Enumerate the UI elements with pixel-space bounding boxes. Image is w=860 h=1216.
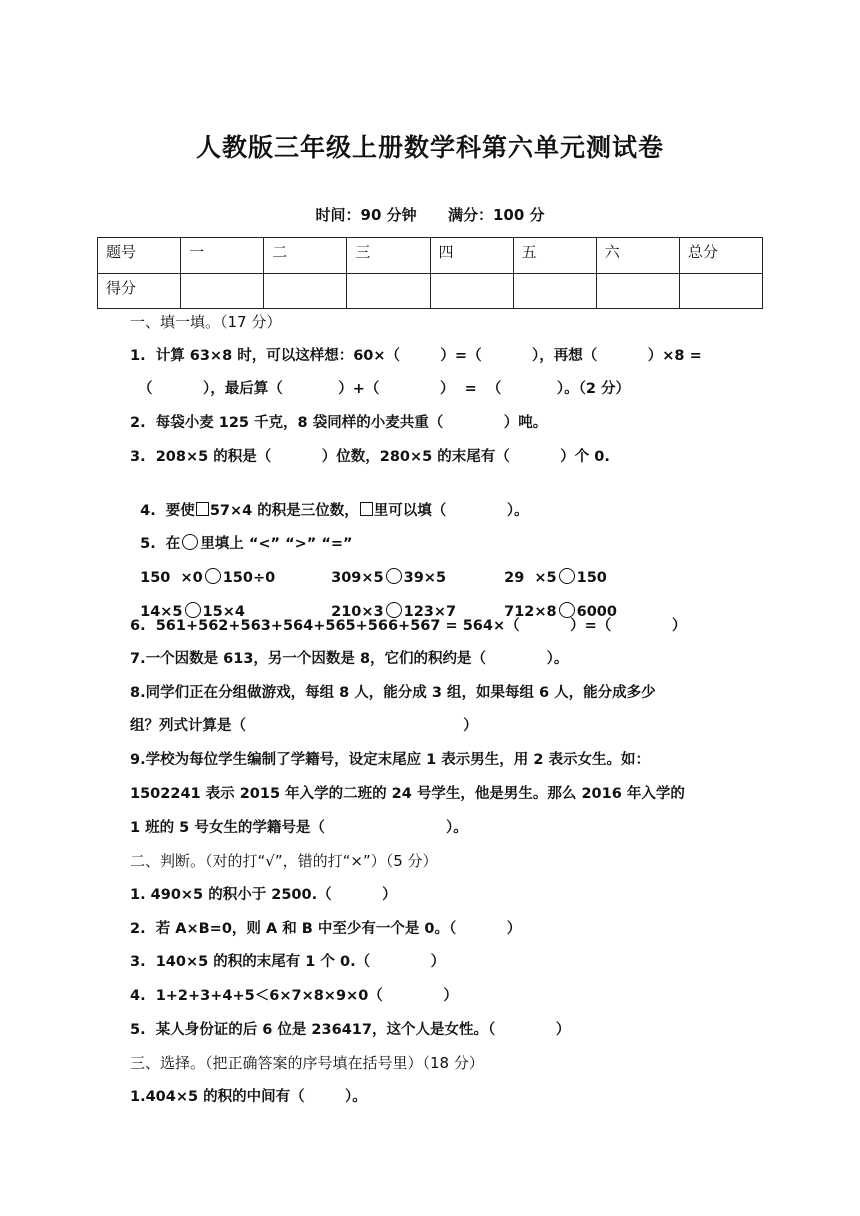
section-heading-fill-in: 一、填一填。（17 分） <box>130 313 282 331</box>
score-table-cell: 五 <box>513 238 596 274</box>
question-4-text-a: 4. 要使 <box>140 503 195 519</box>
section-heading-choice: 三、选择。（把正确答案的序号填在括号里）（18 分） <box>130 1054 484 1072</box>
score-table-cell: 总分 <box>679 238 762 274</box>
choice-question-1: 1.404×5 的积的中间有（ ）。 <box>130 1089 367 1105</box>
score-entry-cell[interactable] <box>596 273 679 309</box>
question-1-line-1: 1. 计算 63×8 时，可以这样想：60×（ ）=（ ），再想（ ）×8 = <box>130 348 702 364</box>
page-title: 人教版三年级上册数学科第六单元测试卷 <box>195 133 664 162</box>
score-entry-cell[interactable] <box>264 273 347 309</box>
question-6: 6. 561+562+563+564+565+566+567 = 564×（ ）=（ ） <box>130 618 687 634</box>
question-3: 3. 208×5 的积是（ ）位数，280×5 的末尾有（ ）个 0. <box>130 449 610 465</box>
comparison-left: 712×8 <box>504 604 557 620</box>
question-9-line-2: 1502241 表示 2015 年入学的二班的 24 号学生，他是男生。那么 2016 年入学的 <box>130 786 685 802</box>
comparison-right: 150 <box>576 570 607 586</box>
question-4-text-b: 57×4 的积是三位数， <box>209 503 359 519</box>
comparison-right: 15×4 <box>202 604 245 620</box>
question-5-text-a: 5. 在 <box>140 536 181 552</box>
score-table-cell: 六 <box>596 238 679 274</box>
judge-question-2: 2. 若 A×B=0，则 A 和 B 中至少有一个是 0。（ ） <box>130 921 522 937</box>
score-table-cell: 得分 <box>98 273 181 309</box>
score-entry-cell[interactable] <box>679 273 762 309</box>
question-5-text-b: 里填上 “<” “>” “=” <box>200 536 353 552</box>
score-table-cell: 三 <box>347 238 430 274</box>
question-9-line-1: 9.学校为每位学生编制了学籍号，设定末尾应 1 表示男生，用 2 表示女生。如： <box>130 752 650 768</box>
question-2: 2. 每袋小麦 125 千克，8 袋同样的小麦共重（ ）吨。 <box>130 415 548 431</box>
comparison-left: 309×5 <box>331 570 384 586</box>
score-table-header-row <box>98 238 763 274</box>
score-table-score-row <box>98 273 763 309</box>
score-entry-cell[interactable] <box>513 273 596 309</box>
section-heading-judge: 二、判断。（对的打“√”，错的打“×”）（5 分） <box>130 852 438 870</box>
comparison-right: 39×5 <box>403 570 447 586</box>
score-entry-cell[interactable] <box>347 273 430 309</box>
square-blank-icon <box>360 502 373 516</box>
time-and-score-info: 时间：90 分钟 满分：100 分 <box>315 206 545 224</box>
comparison-left: 14×5 <box>140 604 183 620</box>
judge-question-1: 1. 490×5 的积小于 2500.（ ） <box>130 887 397 903</box>
score-table-cell: 二 <box>264 238 347 274</box>
comparison-left: 210×3 <box>331 604 384 620</box>
score-table-cell: 四 <box>430 238 513 274</box>
score-entry-cell[interactable] <box>430 273 513 309</box>
question-7: 7.一个因数是 613，另一个因数是 8，它们的积约是（ ）。 <box>130 651 569 667</box>
comparison-left: 150 ×0 <box>140 570 203 586</box>
judge-question-3: 3. 140×5 的积的末尾有 1 个 0.（ ） <box>130 954 446 970</box>
question-8-line-1: 8.同学们正在分组做游戏，每组 8 人，能分成 3 组，如果每组 6 人，能分成多少 <box>130 685 656 701</box>
score-table <box>97 237 763 309</box>
judge-question-5: 5. 某人身份证的后 6 位是 236417，这个人是女性。（ ） <box>130 1022 571 1038</box>
comparison-left: 29 ×5 <box>504 570 557 586</box>
question-4-text-c: 里可以填（ ）。 <box>373 503 529 519</box>
comparison-right: 6000 <box>576 604 617 620</box>
judge-question-4: 4. 1+2+3+4+5＜6×7×8×9×0（ ） <box>130 988 458 1004</box>
comparison-right: 123×7 <box>403 604 457 620</box>
score-entry-cell[interactable] <box>181 273 264 309</box>
question-8-line-2: 组？列式计算是（ ） <box>130 718 478 734</box>
comparison-right: 150÷0 <box>222 570 276 586</box>
question-1-line-2: （ ），最后算（ ）+（ ） = （ ）。（2 分） <box>138 381 630 397</box>
question-9-line-3: 1 班的 5 号女生的学籍号是（ ）。 <box>130 820 468 836</box>
score-table-cell: 题号 <box>98 238 181 274</box>
score-table-cell: 一 <box>181 238 264 274</box>
